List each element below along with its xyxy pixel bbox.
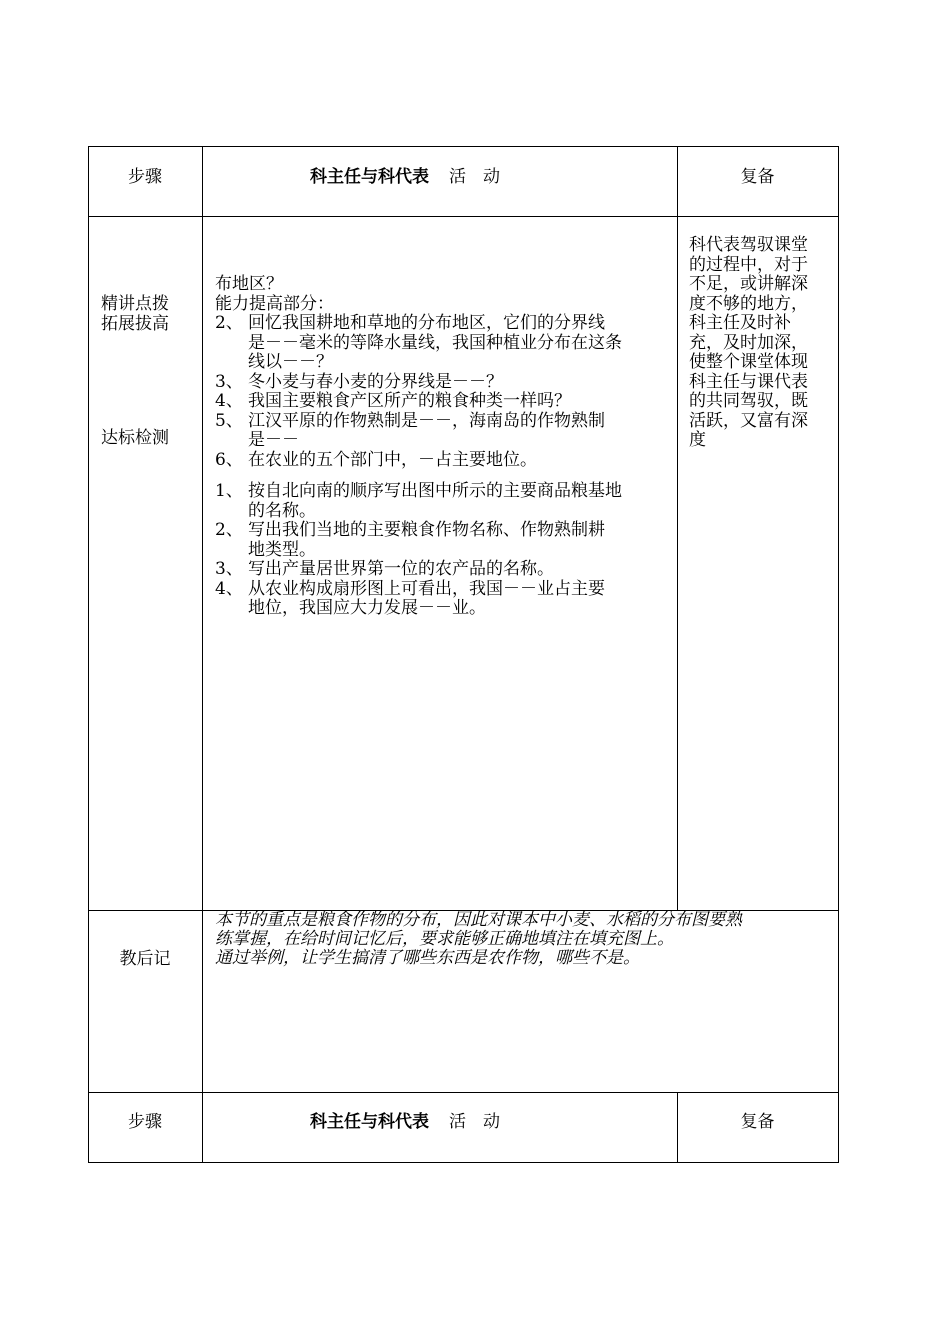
header-step-label: 步骤	[128, 167, 162, 187]
prep-note-line: 度	[689, 430, 706, 450]
list-item	[215, 392, 622, 412]
table-border-top	[88, 146, 839, 147]
footer-activity	[310, 1112, 500, 1132]
item-text: 从农业构成扇形图上可看出，我国－－业占主要	[248, 578, 605, 599]
list-item	[215, 373, 622, 393]
footer-step-label: 步骤	[128, 1112, 162, 1132]
footer-activity-sub: 活 动	[449, 1112, 500, 1132]
table-col-divider-1	[202, 146, 203, 1163]
item-text: 回忆我国耕地和草地的分布地区，它们的分界线	[248, 313, 605, 333]
list-item	[215, 314, 622, 334]
table-rule-1	[88, 216, 839, 217]
lesson-content	[215, 275, 622, 619]
intro-line: 布地区？	[215, 274, 283, 294]
prep-note-line: 充，及时加深，	[689, 332, 808, 353]
list-item	[215, 560, 622, 580]
prep-note-line: 活跃，又富有深	[689, 410, 808, 431]
item-continuation: 地位，我国应大力发展－－业。	[248, 598, 486, 618]
label-lecture: 精讲点拨	[101, 294, 169, 314]
item-continuation: 地类型。	[248, 539, 316, 560]
item-continuation: 线以－－？	[248, 352, 333, 372]
item-text: 写出产量居世界第一位的农产品的名称。	[248, 559, 554, 579]
label-extension: 拓展拔高	[101, 314, 169, 334]
footer-activity-main: 科主任与科代表	[310, 1112, 429, 1132]
item-number: 5、	[215, 410, 243, 431]
reflection-line: 通过举例，让学生搞清了哪些东西是农作物，哪些不是。	[215, 948, 640, 968]
list-item	[215, 451, 622, 471]
table-rule-3	[88, 1092, 839, 1093]
item-number: 6、	[215, 449, 243, 470]
item-number: 3、	[215, 559, 243, 579]
item-continuation: 是－－毫米的等降水量线，我国种植业分布在这条	[248, 332, 622, 353]
header-activity-main: 科主任与科代表	[310, 167, 429, 187]
prep-note-line: 的共同驾驭，既	[689, 391, 808, 411]
reflection-line: 练掌握，在给时间记忆后，要求能够正确地填注在填充图上。	[215, 929, 674, 949]
table-col-divider-2a	[677, 146, 678, 911]
item-text: 冬小麦与春小麦的分界线是－－？	[248, 371, 503, 392]
item-number: 4、	[215, 578, 243, 599]
prep-note-line: 的过程中，对于	[689, 254, 808, 275]
item-text: 在农业的五个部门中，－占主要地位。	[248, 449, 537, 470]
reflection-text	[215, 911, 742, 968]
item-number: 3、	[215, 371, 243, 392]
label-assessment: 达标检测	[101, 428, 169, 448]
item-number: 1、	[215, 481, 243, 501]
item-number: 2、	[215, 520, 243, 540]
list-item	[215, 521, 622, 541]
list-item	[215, 412, 622, 432]
reflection-line: 本节的重点是粮食作物的分布，因此对课本中小麦、水稻的分布图要熟	[215, 910, 742, 930]
list-item	[215, 580, 622, 600]
header-prep-label: 复备	[740, 167, 775, 187]
table-border-bottom	[88, 1162, 839, 1163]
table-border-right	[838, 146, 839, 1163]
item-number: 2、	[215, 313, 243, 333]
item-text: 按自北向南的顺序写出图中所示的主要商品粮基地	[248, 481, 622, 501]
item-text: 江汉平原的作物熟制是－－，海南岛的作物熟制	[248, 410, 605, 431]
prep-note-line: 科主任及时补	[689, 313, 791, 333]
item-continuation: 是－－	[248, 430, 299, 450]
prep-note-line: 度不够的地方，	[689, 293, 808, 314]
prep-note-line: 不足，或讲解深	[689, 274, 808, 294]
table-border-left	[88, 146, 89, 1163]
item-text: 写出我们当地的主要粮食作物名称、作物熟制耕	[248, 520, 605, 540]
item-number: 4、	[215, 391, 243, 411]
prep-note	[689, 236, 829, 451]
footer-prep-label: 复备	[740, 1112, 775, 1132]
label-reflection: 教后记	[119, 949, 171, 969]
intro-line: 能力提高部分：	[215, 293, 334, 314]
item-text: 我国主要粮食产区所产的粮食种类一样吗？	[248, 391, 571, 411]
header-activity	[310, 167, 500, 187]
item-continuation: 的名称。	[248, 500, 316, 521]
prep-note-line: 使整个课堂体现	[689, 352, 808, 372]
prep-note-line: 科代表驾驭课堂	[689, 235, 808, 255]
header-activity-sub: 活 动	[449, 167, 500, 187]
list-item	[215, 482, 622, 502]
prep-note-line: 科主任与课代表	[689, 371, 808, 392]
